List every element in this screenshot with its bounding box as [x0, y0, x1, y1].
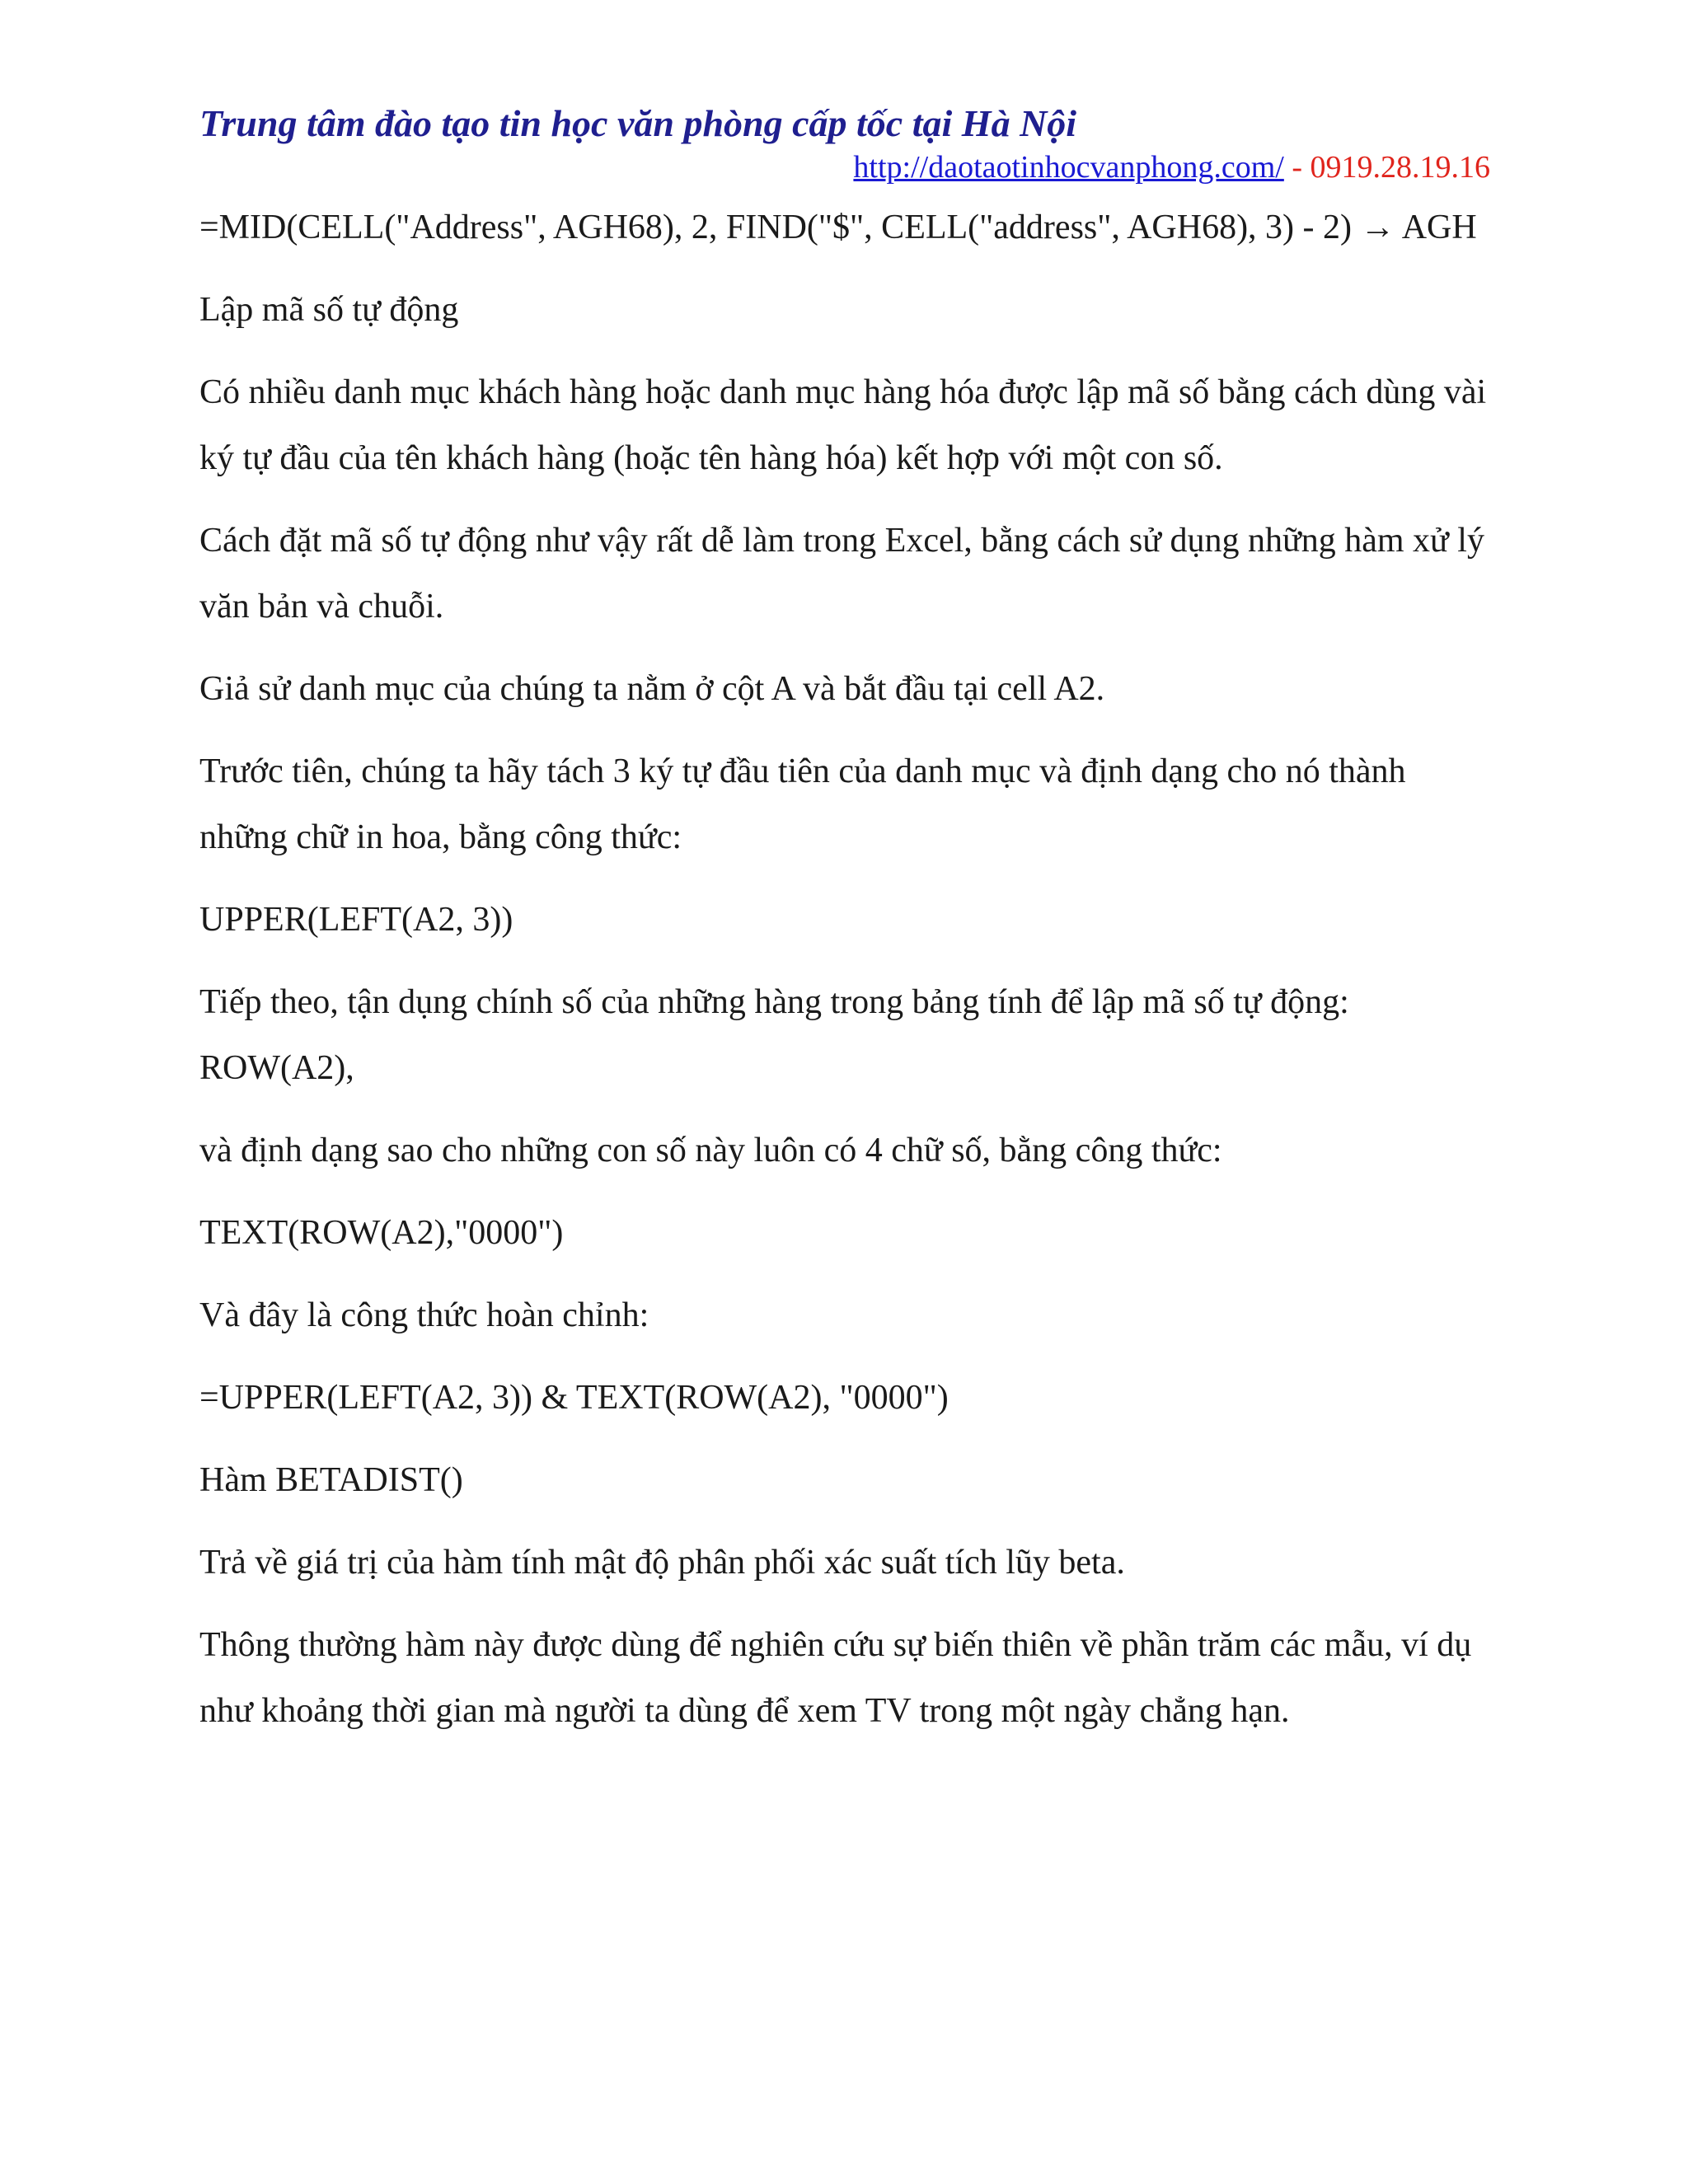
paragraph-excel-method: Cách đặt mã số tự động như vậy rất dễ làm trong Excel, bằng cách sử dụng những hàm xử lý văn bản và chuỗi. [199, 522, 1484, 626]
paragraph-betadist-description: Trả về giá trị của hàm tính mật độ phân phối xác suất tích lũy beta. [199, 1544, 1125, 1582]
formula-text-row: TEXT(ROW(A2),"0000") [199, 1214, 564, 1252]
phone-number: 0919.28.19.16 [1310, 150, 1490, 185]
section-heading-betadist: Hàm BETADIST() [199, 1461, 463, 1499]
document-body [199, 194, 1502, 1760]
formula-mid-cell: =MID(CELL("Address", AGH68), 2, FIND("$", CELL("address", AGH68), 3) - 2) → AGH [199, 209, 1477, 246]
paragraph-intro: Có nhiều danh mục khách hàng hoặc danh mục hàng hóa được lập mã số bằng cách dùng vài ký tự đầu của tên khách hàng (hoặc tên hàng hóa) kết hợp với một con số. [199, 373, 1487, 477]
paragraph-format-digits: và định dạng sao cho những con số này luôn có 4 chữ số, bằng công thức: [199, 1132, 1222, 1169]
formula-upper-left: UPPER(LEFT(A2, 3)) [199, 901, 513, 939]
page-title: Trung tâm đào tạo tin học văn phòng cấp tốc tại Hà Nội [199, 102, 1077, 144]
paragraph-assumption: Giả sử danh mục của chúng ta nằm ở cột A và bắt đầu tại cell A2. [199, 670, 1105, 708]
paragraph-complete-formula-label: Và đây là công thức hoàn chỉnh: [199, 1296, 649, 1334]
header-separator: - [1283, 150, 1311, 185]
section-heading-auto-code: Lập mã số tự động [199, 291, 459, 329]
paragraph-step-two: Tiếp theo, tận dụng chính số của những hàng trong bảng tính để lập mã số tự động: ROW(A2), [199, 983, 1349, 1087]
page-header [199, 97, 1490, 188]
website-link[interactable]: http://daotaotinhocvanphong.com/ [853, 150, 1284, 185]
paragraph-betadist-usage: Thông thường hàm này được dùng để nghiên cứu sự biến thiên về phần trăm các mẫu, ví dụ như khoảng thời gian mà người ta dùng để xem TV trong một ngày chẳng hạn. [199, 1626, 1472, 1730]
formula-complete: =UPPER(LEFT(A2, 3)) & TEXT(ROW(A2), "0000") [199, 1379, 949, 1417]
paragraph-step-one: Trước tiên, chúng ta hãy tách 3 ký tự đầu tiên của danh mục và định dạng cho nó thành những chữ in hoa, bằng công thức: [199, 752, 1406, 856]
header-contact [199, 147, 1490, 188]
